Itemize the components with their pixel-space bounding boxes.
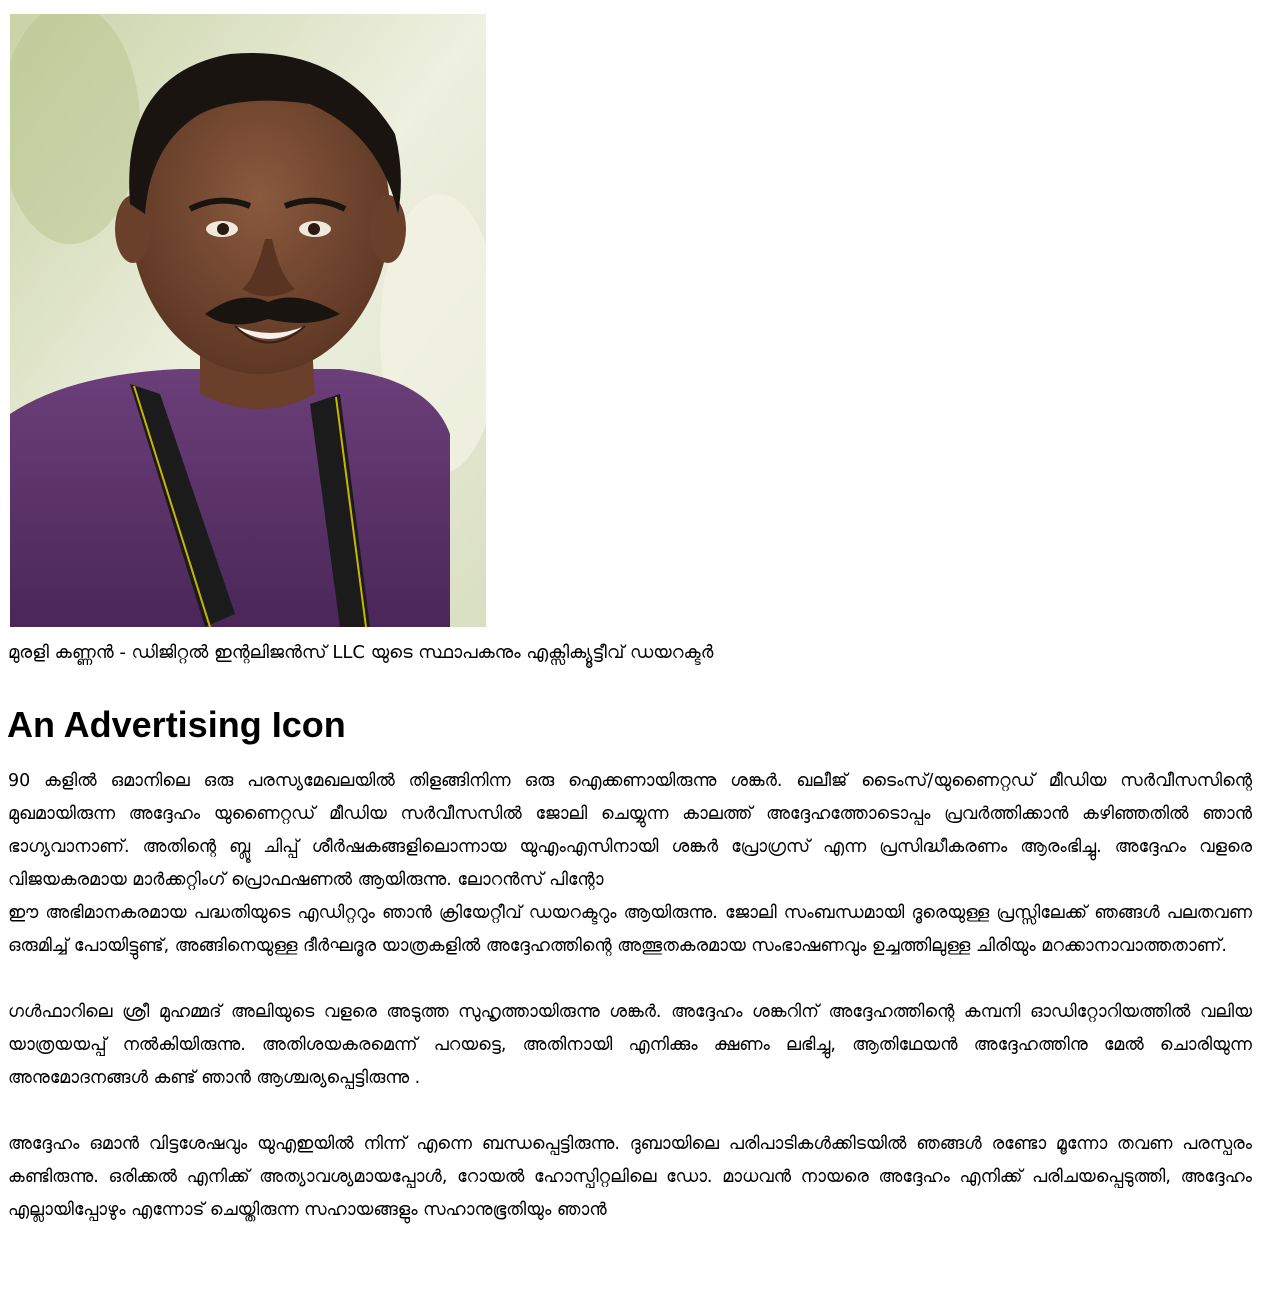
article-title: An Advertising Icon (7, 704, 346, 745)
paragraph: ഈ അഭിമാനകരമായ പദ്ധതിയുടെ എഡിറ്ററും ഞാൻ ക്രിയേറ്റീവ് ഡയറക്ടറും ആയിരുന്നു. ജോലി സംബന്ധമായി ദൂരെയുള്ള പ്രസ്സിലേക്ക് ഞങ്ങൾ പലതവണ ഒരുമിച്ച് പോയിട്ടുണ്ട്, അങ്ങിനെയുള്ള ദീർഘദൂര യാത്രകളിൽ അദ്ദേഹത്തിന്റെ അത്ഭുതകരമായ സംഭാഷണവും ഉച്ചത്തിലുള്ള ചിരിയും മറക്കാനാവാത്തതാണ്. (8, 903, 1252, 956)
paragraph-spacer (8, 1095, 1252, 1128)
paragraph: 90 കളിൽ ഒമാനിലെ ഒരു പരസ്യമേഖലയിൽ തിളങ്ങിനിന്ന ഒരു ഐക്കണായിരുന്നു ശങ്കർ. ഖലീജ് ടൈംസ്/യുണൈറ്റഡ് മീഡിയ സർവീസസിന്റെ മുഖമായിരുന്ന അദ്ദേഹം യുണൈറ്റഡ് മീഡിയ സർവീസസിൽ ജോലി ചെയ്യുന്ന കാലത്ത് അദ്ദേഹത്തോടൊപ്പം പ്രവർത്തിക്കാൻ കഴിഞ്ഞതിൽ ഞാൻ ഭാഗ്യവാനാണ്. അതിന്റെ ബ്ലൂ ചിപ്പ് ശീർഷകങ്ങളിലൊന്നായ യുഎംഎസിനായി ശങ്കർ പ്രോഗ്രസ് എന്ന പ്രസിദ്ധീകരണം ആരംഭിച്ചു. അദ്ദേഹം വളരെ വിജയകരമായ മാർക്കറ്റിംഗ് പ്രൊഫഷണൽ ആയിരുന്നു. ലോറൻസ് പിന്റോ (8, 771, 1252, 890)
paragraph: അദ്ദേഹം ഒമാൻ വിട്ടശേഷവും യുഎഇയിൽ നിന്ന് എന്നെ ബന്ധപ്പെട്ടിരുന്നു. ദുബായിലെ പരിപാടികൾക്കിടയിൽ ഞങ്ങൾ രണ്ടോ മൂന്നോ തവണ പരസ്പരം കണ്ടിരുന്നു. ഒരിക്കൽ എനിക്ക് അത്യാവശ്യമായപ്പോൾ, റോയൽ ഹോസ്പിറ്റലിലെ ഡോ. മാധവൻ നായരെ അദ്ദേഹം എനിക്ക് പരിചയപ്പെടുത്തി, അദ്ദേഹം എല്ലായിപ്പോഴും എന്നോട് ചെയ്തിരുന്ന സഹായങ്ങളും സഹാനുഭൂതിയും ഞാൻ (8, 1134, 1252, 1220)
photo-caption: മുരളി കണ്ണൻ - ഡിജിറ്റൽ ഇന്റലിജൻസ് LLC യുടെ സ്ഥാപകനും എക്സിക്യൂട്ടീവ് ഡയറക്ടർ (8, 642, 714, 663)
portrait-photo (10, 14, 486, 627)
article-body (8, 765, 1252, 1227)
portrait-illustration (10, 14, 486, 627)
paragraph-spacer (8, 963, 1252, 996)
paragraph: ഗൾഫാറിലെ ശ്രീ മുഹമ്മദ് അലിയുടെ വളരെ അടുത്ത സുഹൃത്തായിരുന്നു ശങ്കർ. അദ്ദേഹം ശങ്കറിന് അദ്ദേഹത്തിന്റെ കമ്പനി ഓഡിറ്റോറിയത്തിൽ വലിയ യാത്രയയപ്പ് നൽകിയിരുന്നു. അതിശയകരമെന്ന് പറയട്ടെ, അതിനായി എനിക്കും ക്ഷണം ലഭിച്ചു, ആതിഥേയൻ അദ്ദേഹത്തിനു മേൽ ചൊരിയുന്ന അനുമോദനങ്ങൾ കണ്ട് ഞാൻ ആശ്ചര്യപ്പെട്ടിരുന്നു . (8, 1002, 1252, 1088)
